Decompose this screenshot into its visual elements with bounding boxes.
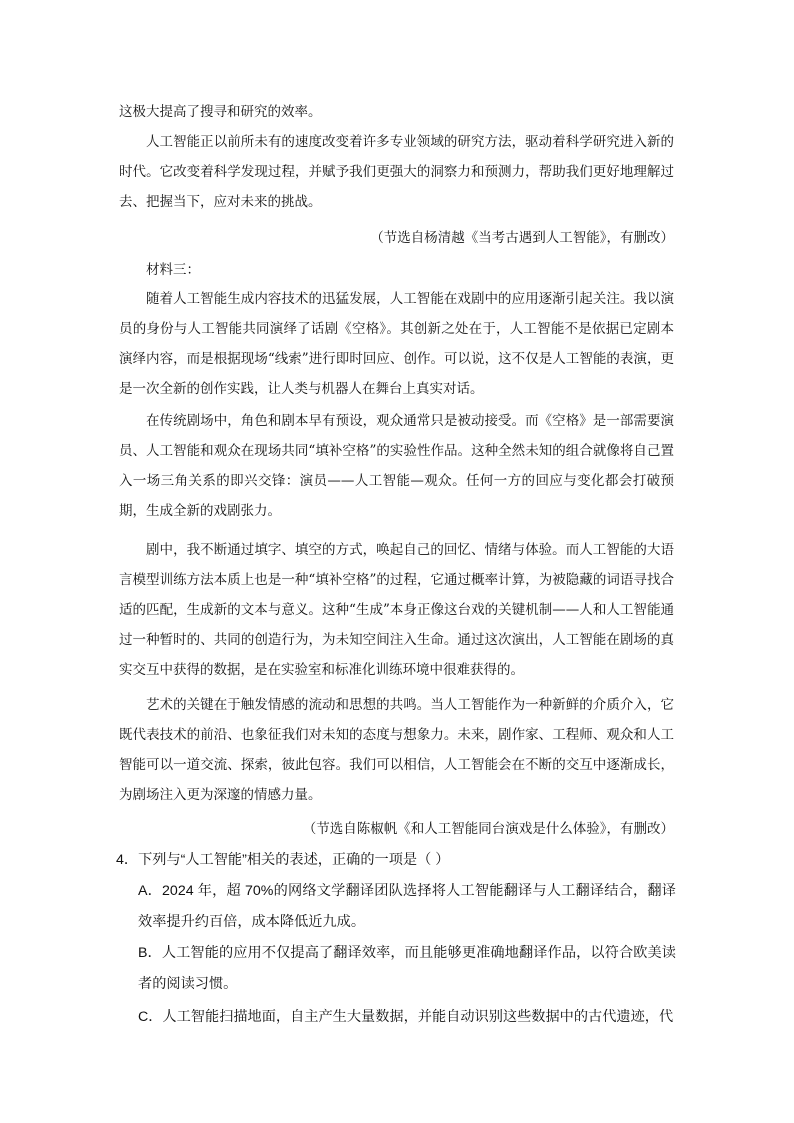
paragraph-traditional-theatre: 在传统剧场中，角色和剧本早有预设，观众通常只是被动接受。而《空格》是一部需要演员、人工智能和观众在现场共同“填补空格”的实验性作品。这种全然未知的组合就像将自己置入一场三角关系的即兴交锋：演员——人工智能—观众。任何一方的回应与变化都会打破预期，生成全新的戏剧张力。 xyxy=(119,413,674,519)
paragraph-art-key: 艺术的关键在于触发情感的流动和思想的共鸣。当人工智能作为一种新鲜的介质介入，它既代表技术的前沿、也象征我们对未知的态度与想象力。未来，剧作家、工程师、观众和人工智能可以一道交流、探索，彼此包容。我们可以相信，人工智能会在不断的交互中逐渐成长，为剧场注入更为深邃的情感力量。 xyxy=(119,697,674,803)
material-3-label: 材料三： xyxy=(146,262,200,278)
paragraph-continuation: 这极大提高了搜寻和研究的效率。 xyxy=(119,104,322,120)
option-a: A．2024 年，超 70%的网络文学翻译团队选择将人工智能翻译与人工翻译结合，翻译效率提升约百倍，成本降低近九成。 xyxy=(138,883,676,930)
option-b: B．人工智能的应用不仅提高了翻译效率，而且能够更准确地翻译作品，以符合欧美读者的阅读习惯。 xyxy=(138,945,676,992)
question-stem: 4．下列与“人工智能”相关的表述，正确的一项是（ ） xyxy=(116,852,450,868)
option-c: C．人工智能扫描地面，自主产生大量数据，并能自动识别这些数据中的古代遗迹，代 xyxy=(138,1009,674,1025)
paragraph-fill-blank: 剧中，我不断通过填字、填空的方式，唤起自己的回忆、情绪与体验。而人工智能的大语言模型训练方法本质上也是一种“填补空格”的过程，它通过概率计算，为被隐藏的词语寻找合适的匹配，生成新的文本与意义。这种“生成”本身正像这台戏的关键机制——人和人工智能通过一种暂时的、共同的创造行为，为未知空间注入生命。通过这次演出，人工智能在剧场的真实交互中获得的数据，是在实验室和标准化训练环境中很难获得的。 xyxy=(119,542,674,678)
paragraph-ai-research: 人工智能正以前所未有的速度改变着许多专业领域的研究方法，驱动着科学研究进入新的时代。它改变着科学发现过程，并赋予我们更强大的洞察力和预测力，帮助我们更好地理解过去、把握当下，应对未来的挑战。 xyxy=(119,134,674,210)
source-citation-2: （节选自陈椒帆《和人工智能同台演戏是什么体验》，有删改） xyxy=(302,821,674,837)
source-citation-1: （节选自杨清越《当考古遇到人工智能》，有删改） xyxy=(370,230,674,246)
paragraph-theatre-ai: 随着人工智能生成内容技术的迅猛发展，人工智能在戏剧中的应用逐渐引起关注。我以演员的身份与人工智能共同演绎了话剧《空格》。其创新之处在于，人工智能不是依据已定剧本演绎内容，而是根据现场“线索”进行即时回应、创作。可以说，这不仅是人工智能的表演，更是一次全新的创作实践，让人类与机器人在舞台上真实对话。 xyxy=(119,291,674,397)
